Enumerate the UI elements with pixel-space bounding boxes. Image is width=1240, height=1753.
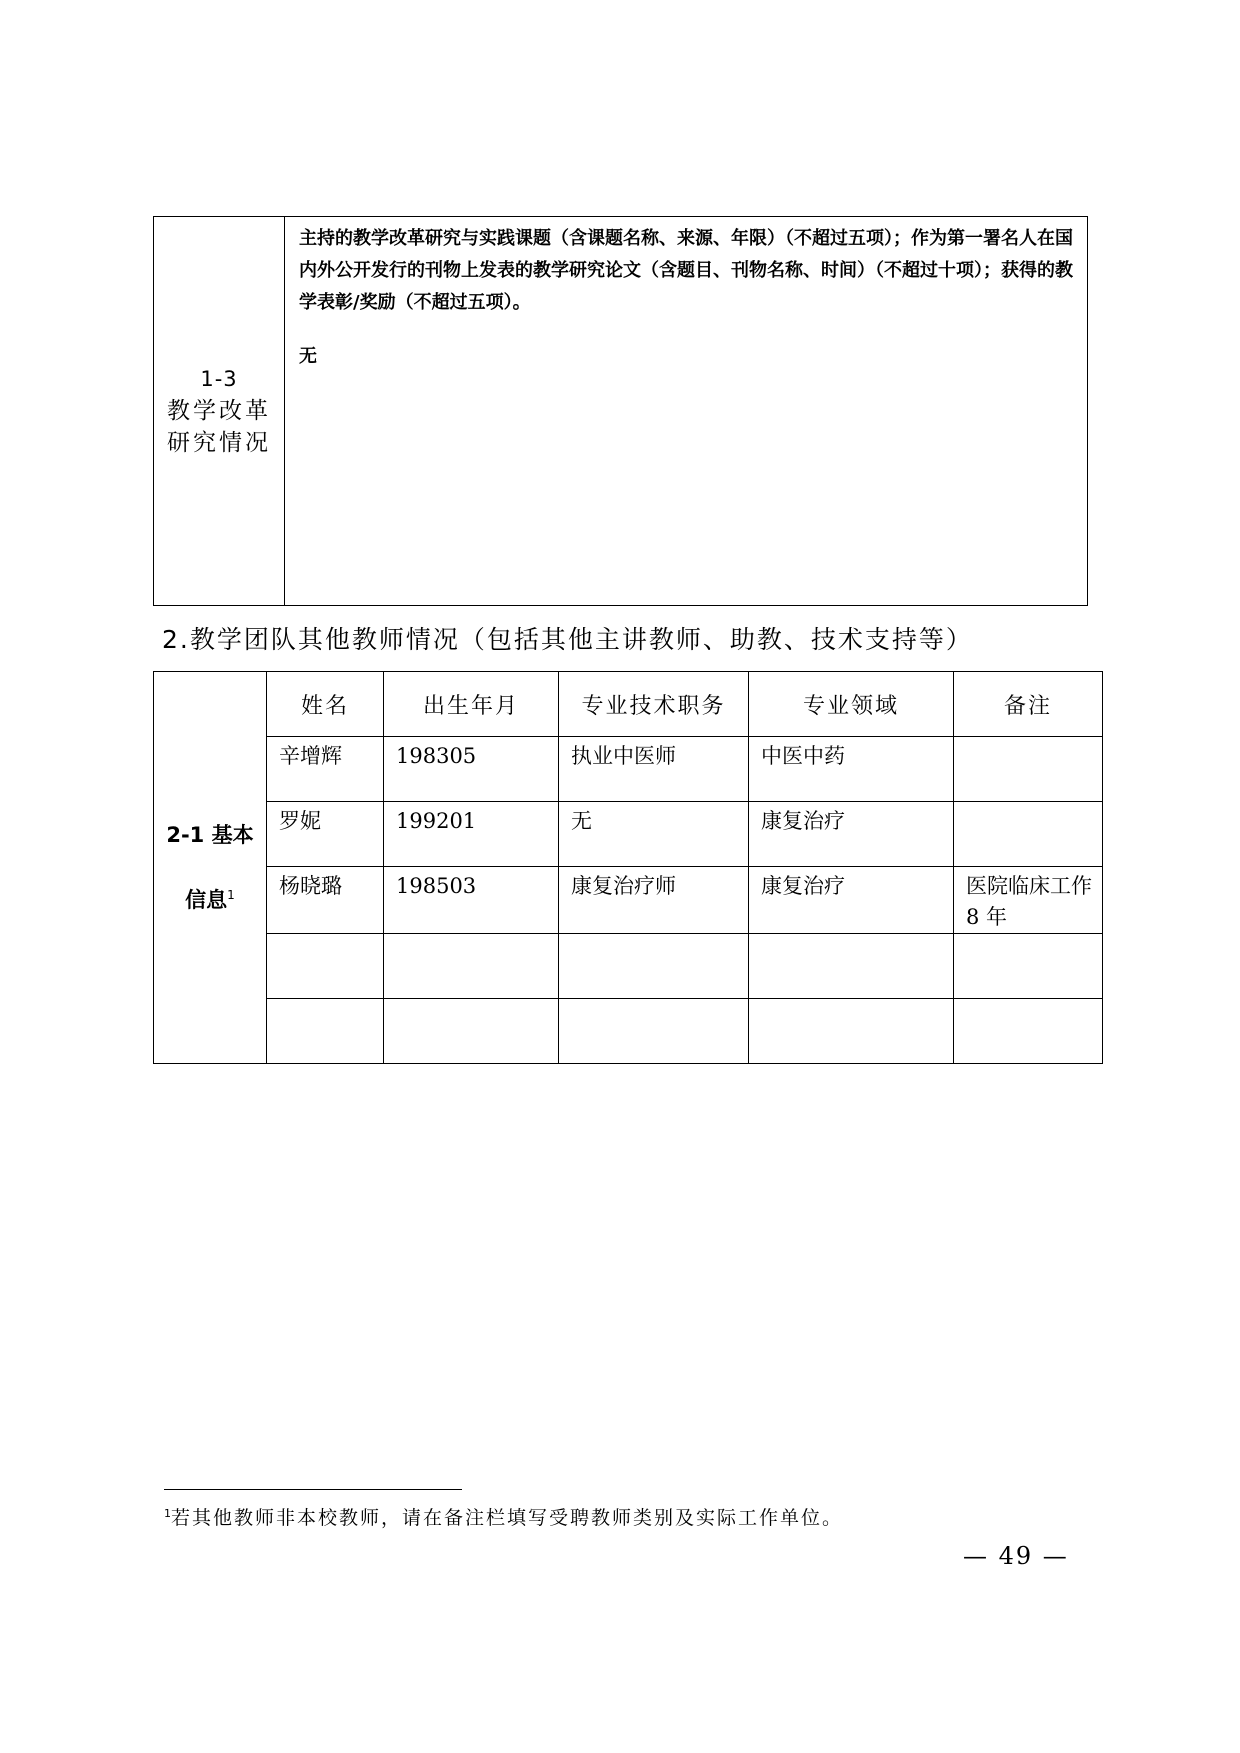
- basic-info-label-line2-wrap: [154, 865, 266, 930]
- cell-remarks: [954, 737, 1103, 802]
- header-remarks: 备注: [954, 672, 1103, 737]
- teaching-reform-content: [285, 217, 1088, 606]
- header-birth: 出生年月: [384, 672, 559, 737]
- cell-birth: 198503: [384, 867, 559, 934]
- header-name: 姓名: [267, 672, 384, 737]
- teaching-reform-label: [154, 217, 285, 606]
- footnote-text: 若其他教师非本校教师，请在备注栏填写受聘教师类别及实际工作单位。: [171, 1507, 844, 1529]
- cell-field: 中医中药: [749, 737, 954, 802]
- cell-title: 无: [559, 802, 749, 867]
- cell-title: 执业中医师: [559, 737, 749, 802]
- cell-field: 康复治疗: [749, 867, 954, 934]
- teaching-reform-answer: 无: [299, 346, 317, 367]
- basic-info-label-line1: 2-1 基本: [166, 823, 254, 847]
- cell-name: 杨晓璐: [267, 867, 384, 934]
- cell-birth: [384, 934, 559, 999]
- cell-birth: 199201: [384, 802, 559, 867]
- header-title: 专业技术职务: [559, 672, 749, 737]
- cell-title: 康复治疗师: [559, 867, 749, 934]
- cell-title: [559, 934, 749, 999]
- cell-remarks: [954, 934, 1103, 999]
- cell-name: 罗妮: [267, 802, 384, 867]
- teaching-reform-prompt: 主持的教学改革研究与实践课题（含课题名称、来源、年限）（不超过五项）；作为第一署名人在国内外公开发行的刊物上发表的教学研究论文（含题目、刊物名称、时间）（不超过十项）；获得的教学表彰/奖励（不超过五项）。: [299, 228, 1073, 313]
- teaching-reform-label-line2: 研究情况: [167, 430, 271, 456]
- cell-field: [749, 999, 954, 1064]
- cell-birth: [384, 999, 559, 1064]
- table-row: [154, 802, 1103, 867]
- cell-name: [267, 934, 384, 999]
- footnote-reference: 1: [227, 888, 235, 902]
- cell-name: [267, 999, 384, 1064]
- section-heading: 2.教学团队其他教师情况（包括其他主讲教师、助教、技术支持等）: [162, 625, 973, 654]
- basic-info-row-label: [154, 672, 267, 1064]
- table-row: [154, 999, 1103, 1064]
- cell-field: [749, 934, 954, 999]
- cell-field: 康复治疗: [749, 802, 954, 867]
- teaching-reform-label-line1: 教学改革: [167, 398, 271, 424]
- header-field: 专业领域: [749, 672, 954, 737]
- cell-remarks: [954, 802, 1103, 867]
- footnote: [164, 1503, 843, 1530]
- table-row: [154, 737, 1103, 802]
- cell-title: [559, 999, 749, 1064]
- table-row: [154, 867, 1103, 934]
- teaching-reform-label-number: 1-3: [200, 367, 238, 391]
- footnote-mark: 1: [164, 1507, 171, 1520]
- basic-info-table: [153, 671, 1103, 1064]
- page-number: — 49 —: [963, 1542, 1069, 1570]
- table-row: [154, 934, 1103, 999]
- teaching-reform-table: [153, 216, 1088, 606]
- footnote-divider: [164, 1489, 462, 1490]
- cell-remarks: [954, 999, 1103, 1064]
- cell-birth: 198305: [384, 737, 559, 802]
- basic-info-label-line2: 信息: [185, 888, 228, 912]
- cell-name: 辛增辉: [267, 737, 384, 802]
- cell-remarks: 医院临床工作 8 年: [954, 867, 1103, 934]
